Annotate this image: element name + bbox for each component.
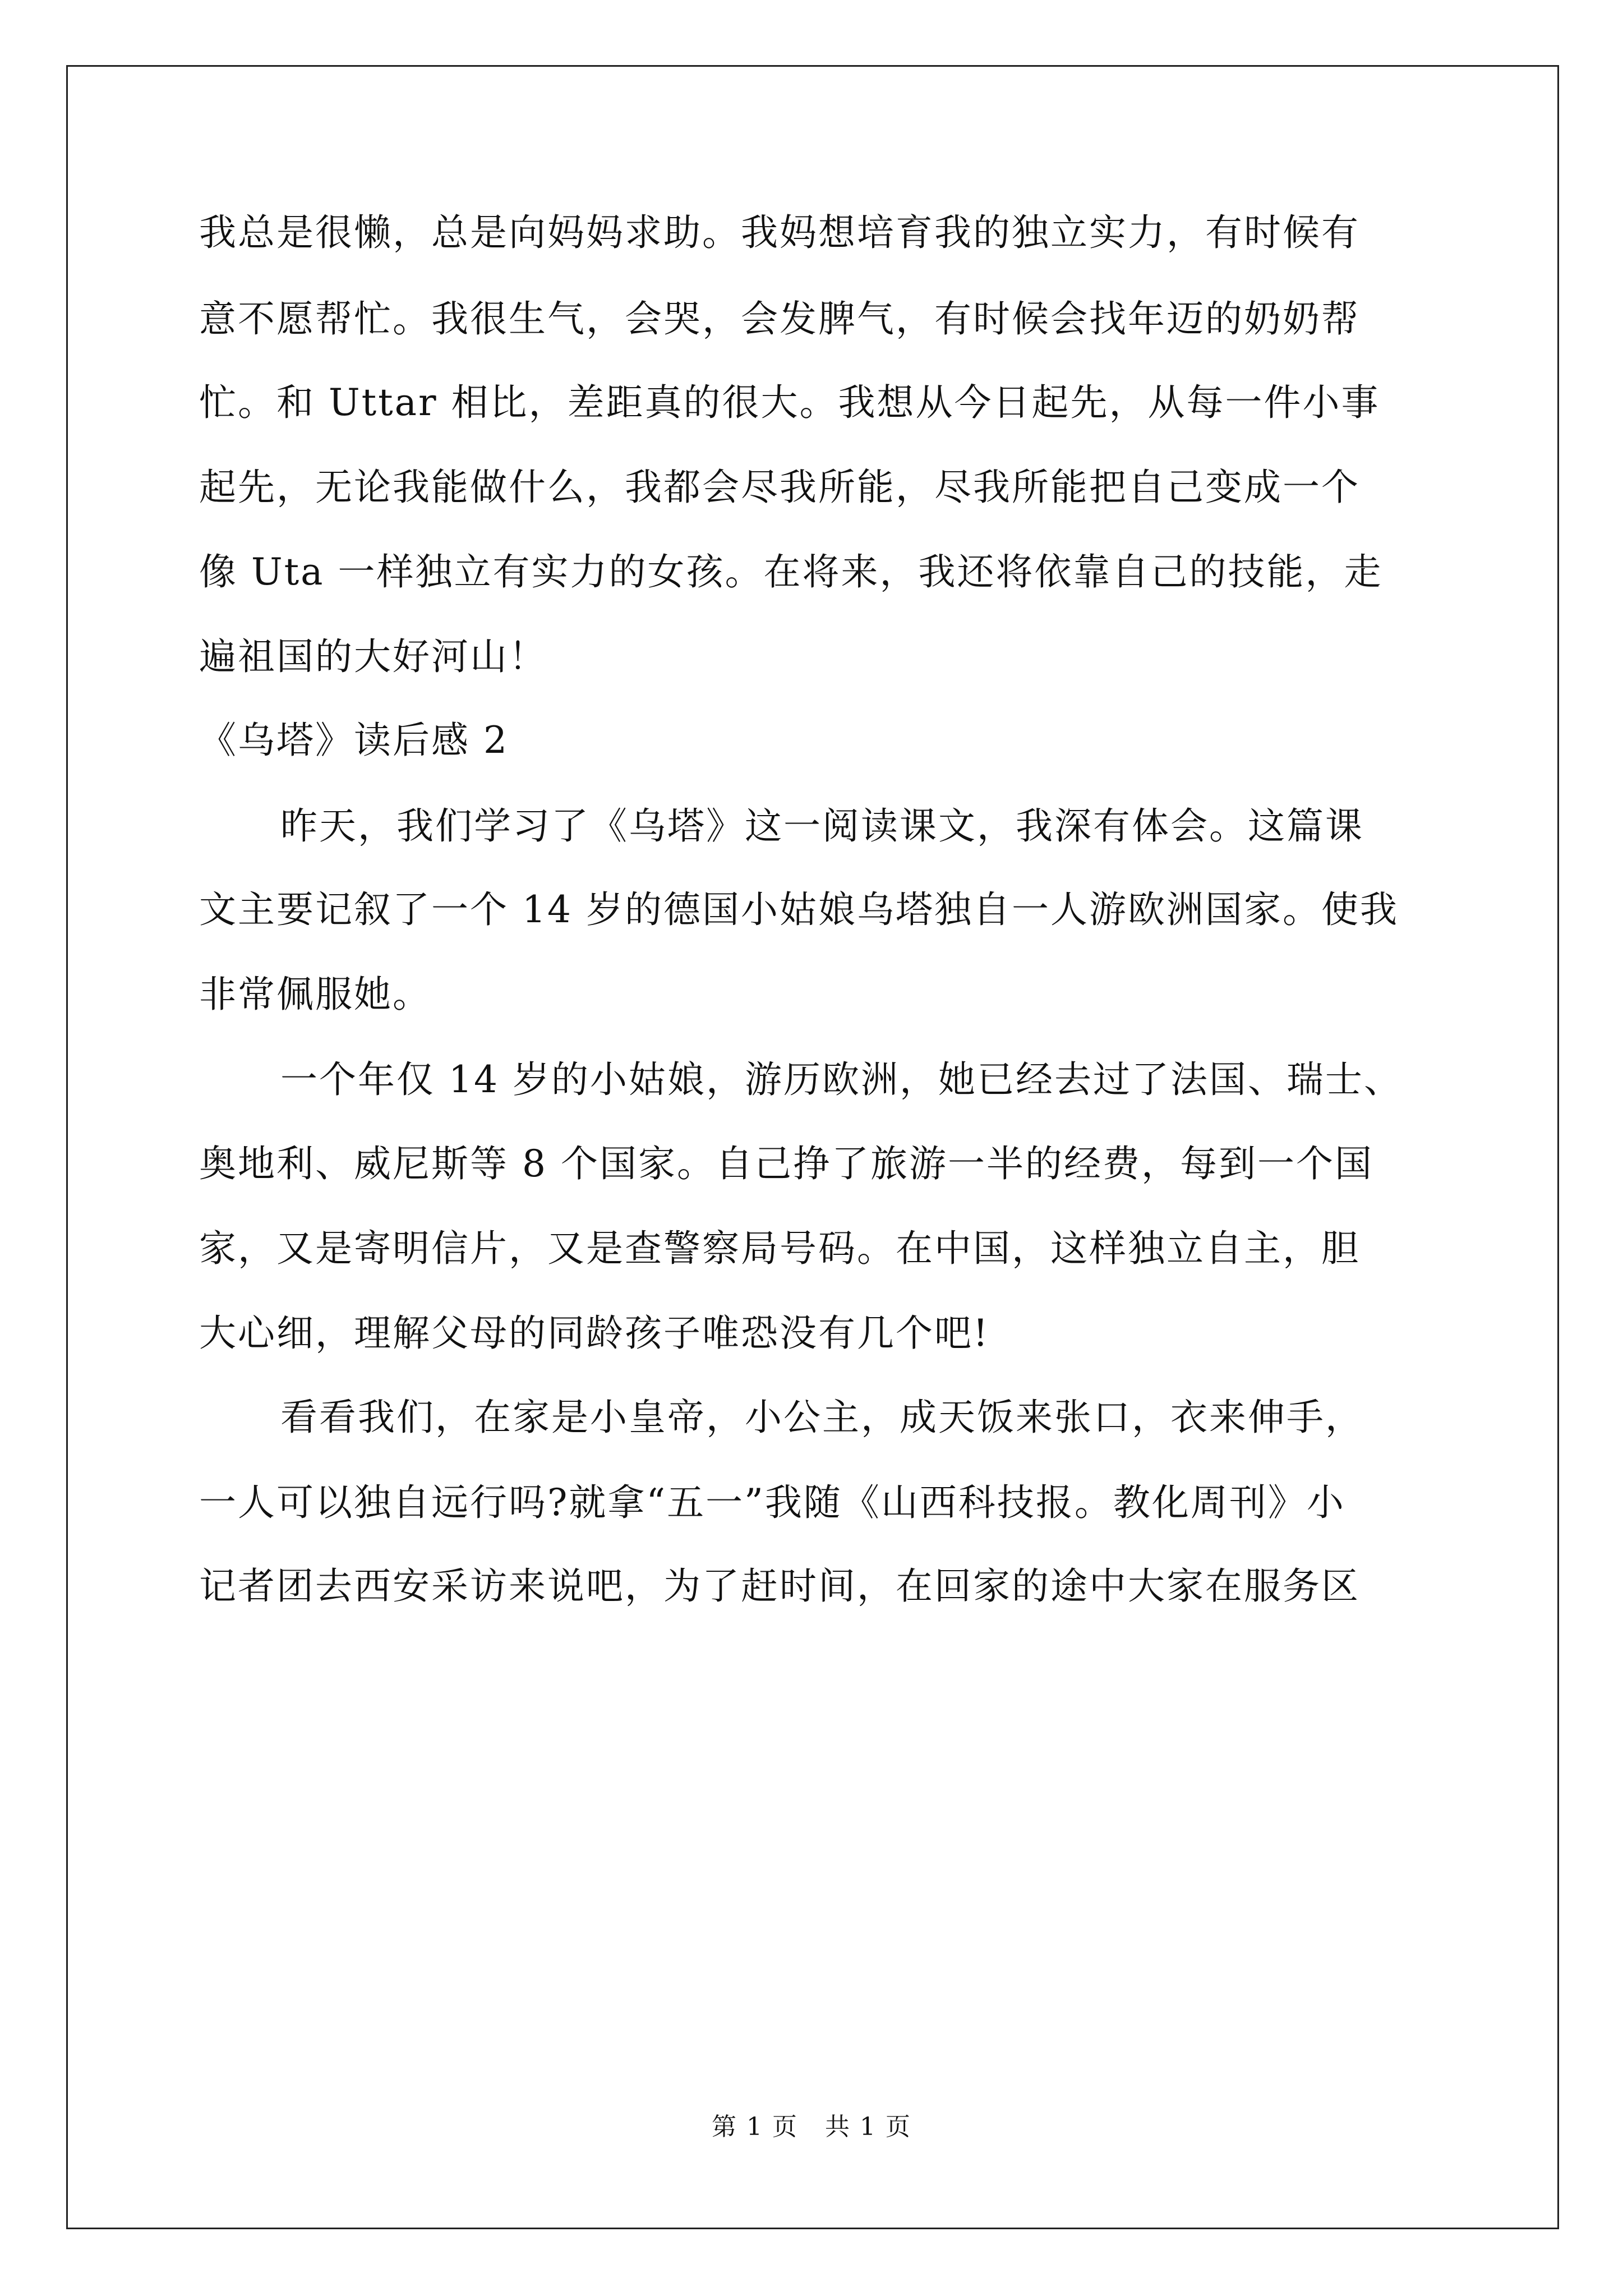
body-line: 家，又是寄明信片，又是查警察局号码。在中国，这样独立自主，胆 <box>199 1227 1360 1270</box>
body-line: 遍祖国的大好河山！ <box>199 635 547 678</box>
section-heading: 《乌塔》读后感 2 <box>199 719 509 762</box>
body-line: 非常佩服她。 <box>199 973 431 1016</box>
body-line: 起先，无论我能做什么，我都会尽我所能，尽我所能把自己变成一个 <box>199 466 1360 509</box>
body-line: 忙。和 Uttar 相比，差距真的很大。我想从今日起先，从每一件小事 <box>199 381 1380 424</box>
body-line: 奥地利、威尼斯等 8 个国家。自己挣了旅游一半的经费，每到一个国 <box>199 1142 1373 1185</box>
page-number: 第 1 页 共 1 页 <box>712 2113 911 2141</box>
body-line: 像 Uta 一样独立有实力的女孩。在将来，我还将依靠自己的技能，走 <box>199 550 1383 593</box>
body-line: 记者团去西安采访来说吧，为了赶时间，在回家的途中大家在服务区 <box>199 1565 1360 1608</box>
body-line: 大心细，理解父母的同龄孩子唯恐没有几个吧! <box>199 1312 990 1355</box>
body-line: 我总是很懒，总是向妈妈求助。我妈想培育我的独立实力，有时候有 <box>199 211 1360 254</box>
body-line: 看看我们，在家是小皇帝，小公主，成天饭来张口，衣来伸手， <box>280 1396 1364 1439</box>
body-line: 昨天，我们学习了《乌塔》这一阅读课文，我深有体会。这篇课 <box>280 804 1364 848</box>
body-line: 一个年仅 14 岁的小姑娘，游历欧洲，她已经去过了法国、瑞士、 <box>280 1058 1403 1101</box>
body-line: 文主要记叙了一个 14 岁的德国小姑娘乌塔独自一人游欧洲国家。使我 <box>199 888 1399 931</box>
body-line: 一人可以独自远行吗?就拿“五一”我随《山西科技报。教化周刊》小 <box>199 1481 1345 1524</box>
body-line: 意不愿帮忙。我很生气，会哭，会发脾气，有时候会找年迈的奶奶帮 <box>199 297 1360 341</box>
